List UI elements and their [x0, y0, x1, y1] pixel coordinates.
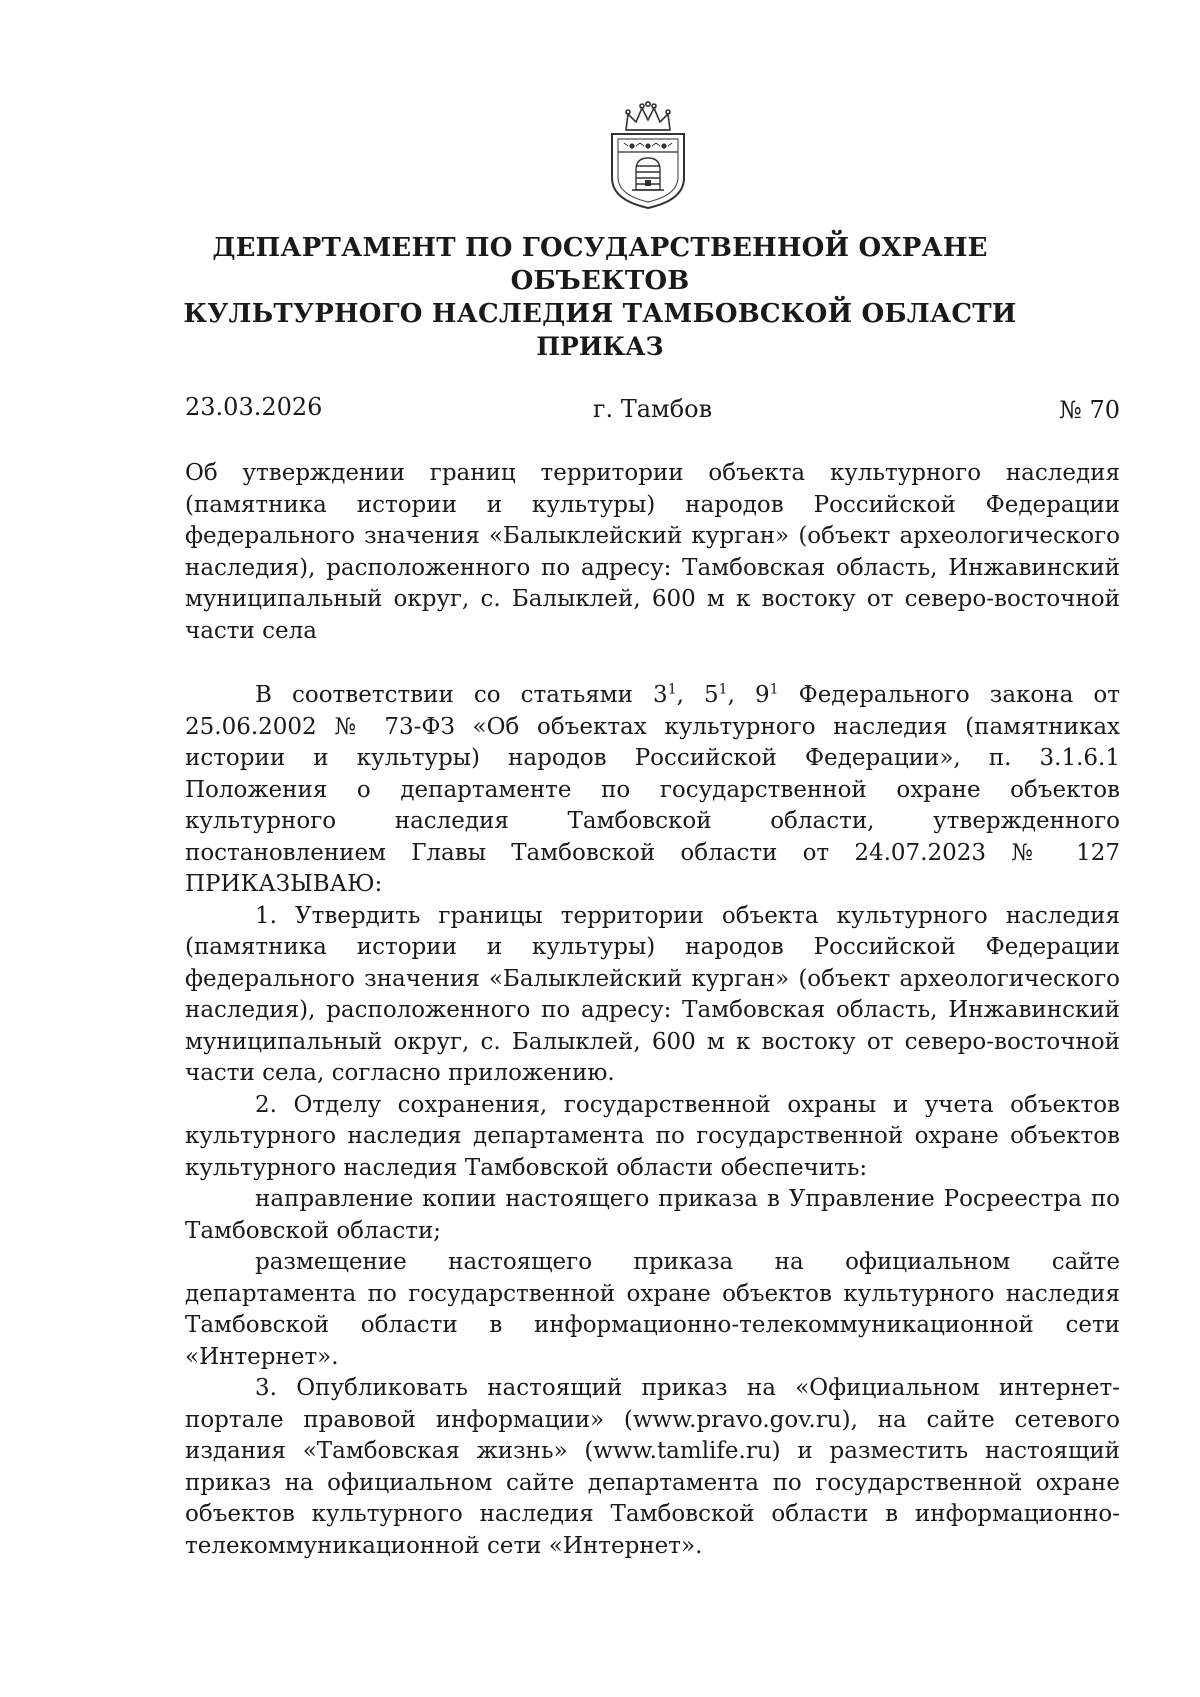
preamble-text: В соответствии со статьями 3 — [255, 682, 668, 708]
preamble-text: , 5 — [676, 682, 719, 708]
document-body — [185, 680, 1120, 1562]
order-item-3: 3. Опубликовать настоящий приказ на «Официальном интернет-портале правовой информации» (www.pravo.gov.ru), на сайте сетевого издания «Тамбовская жизнь» (www.tamlife.ru) и разместить настоящий приказ на официальном сайте департамента по государственной охране объектов культурного наследия Тамбовской области в информационно-телекоммуникационной сети «Интернет». — [185, 1375, 1120, 1559]
document-type: ПРИКАЗ — [536, 332, 664, 361]
department-name-line-2: КУЛЬТУРНОГО НАСЛЕДИЯ ТАМБОВСКОЙ ОБЛАСТИ — [183, 299, 1017, 329]
preamble-text: Федерального закона от 25.06.2002 № 73-ФЗ «Об объектах культурного наследия (памятниках истории и культуры) народов Российской Федерации», п. 3.1.6.1 Положения о департаменте по государственной охране объектов культурного наследия Тамбовской области, утвержденного постановлением Главы Тамбовской области от 24.07.2023 № 127 ПРИКАЗЫВАЮ: — [185, 682, 1120, 897]
department-name-line-1: ДЕПАРТАМЕНТ ПО ГОСУДАРСТВЕННОЙ ОХРАНЕ ОБЪЕКТОВ — [212, 233, 988, 296]
department-name — [160, 232, 1040, 331]
document-number: № 70 — [1059, 396, 1120, 424]
document-meta — [185, 392, 1120, 426]
preamble-text: , 9 — [727, 682, 770, 708]
preamble-paragraph — [185, 680, 1120, 901]
superscript: 1 — [769, 681, 779, 698]
tambov-coat-of-arms-icon — [598, 100, 698, 212]
superscript: 1 — [667, 681, 677, 698]
order-item-2-sub-a: направление копии настоящего приказа в Управление Росреестра по Тамбовской области; — [185, 1186, 1120, 1244]
superscript: 1 — [718, 681, 728, 698]
document-subject: Об утверждении границ территории объекта культурного наследия (памятника истории и культуры) народов Российской Федерации федерального значения «Балыклейский курган» (объект археологического наследия), расположенного по адресу: Тамбовская область, Инжавинский муниципальный округ, с. Балыклей, 600 м к востоку от северо-восточной части села — [185, 460, 1120, 644]
document-city: г. Тамбов — [592, 395, 713, 423]
document-date: 23.03.2026 — [185, 393, 323, 421]
order-item-2-sub-b: размещение настоящего приказа на официальном сайте департамента по государственной охране объектов культурного наследия Тамбовской области в информационно-телекоммуникационной сети «Интернет». — [185, 1249, 1120, 1370]
order-item-2: 2. Отделу сохранения, государственной охраны и учета объектов культурного наследия департамента по государственной охране объектов культурного наследия Тамбовской области обеспечить: — [185, 1091, 1120, 1181]
order-item-1: 1. Утвердить границы территории объекта культурного наследия (памятника истории и культуры) народов Российской Федерации федерального значения «Балыклейский курган» (объект археологического наследия), расположенного по адресу: Тамбовская область, Инжавинский муниципальный округ, с. Балыклей, 600 м к востоку от северо-восточной части села, согласно приложению. — [185, 902, 1120, 1086]
